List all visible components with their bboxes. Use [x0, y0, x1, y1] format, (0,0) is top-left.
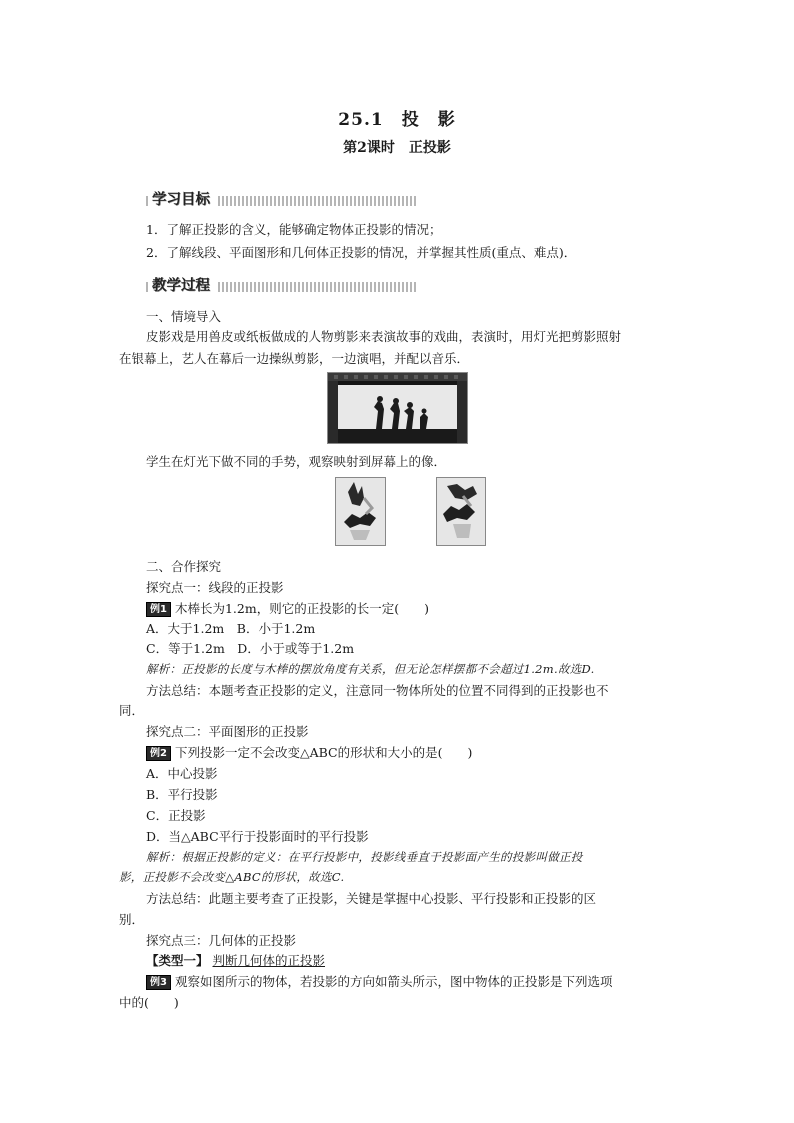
example-1-options-ab: A．大于1.2m B．小于1.2m: [146, 621, 316, 636]
objective-1: 1．了解正投影的含义，能够确定物体正投影的情况；: [146, 222, 442, 237]
example-2-text: 下列投影一定不会改变△ABC的形状和大小的是( ): [174, 745, 473, 760]
example-1-summary-line-1: 方法总结：本题考查正投影的定义，注意同一物体所处的位置不同得到的正投影也不: [146, 683, 609, 698]
intro-heading: 一、情境导入: [146, 309, 222, 324]
example-3-question-line-1: [146, 972, 612, 991]
example-1-analysis: 解析：正投影的长度与木棒的摆放角度有关系，但无论怎样摆都不会超过1.2m.故选D.: [146, 662, 595, 676]
section-label-objectives: 学习目标: [148, 188, 216, 209]
example-2-summary-line-2: 别．: [119, 912, 145, 927]
example-1-options-cd: C．等于1.2m D．小于或等于1.2m: [146, 641, 355, 656]
example-1-question: [146, 599, 429, 618]
hand-shadow-photo-2: [436, 477, 486, 546]
section-header-objectives: [146, 190, 418, 208]
example-1-badge: 例1: [146, 602, 171, 617]
example-2-analysis-line-2: 影，正投影不会改变△ABC的形状，故选C.: [119, 870, 345, 884]
explore-point-2: 探究点二：平面图形的正投影: [146, 724, 309, 739]
example-2-option-d: D．当△ABC平行于投影面时的平行投影: [146, 829, 369, 844]
example-2-option-a: A．中心投影: [146, 766, 218, 781]
example-2-option-b: B．平行投影: [146, 787, 218, 802]
example-2-badge: 例2: [146, 746, 171, 761]
section-label-process: 教学过程: [148, 274, 216, 295]
example-3-question-line-2: 中的( ): [119, 995, 179, 1010]
example-3-text: 观察如图所示的物体，若投影的方向如箭头所示，图中物体的正投影是下列选项: [174, 974, 613, 989]
hand-shadow-photo-1: [335, 477, 386, 546]
shadow-play-photo: [327, 372, 468, 444]
type-1-title: 判断几何体的正投影: [212, 953, 326, 968]
example-1-text: 木棒长为1.2m，则它的正投影的长一定( ): [174, 601, 429, 616]
explore-point-3: 探究点三：几何体的正投影: [146, 933, 297, 948]
objective-2: 2．了解线段、平面图形和几何体正投影的情况，并掌握其性质(重点、难点)．: [146, 245, 577, 260]
page-title: 25.1 投 影: [338, 110, 456, 130]
example-2-question: [146, 743, 472, 762]
intro-paragraph-line-1: 皮影戏是用兽皮或纸板做成的人物剪影来表演故事的戏曲，表演时，用灯光把剪影照射: [146, 329, 622, 344]
example-2-analysis-line-1: 解析：根据正投影的定义：在平行投影中，投影线垂直于投影面产生的投影叫做正投: [146, 850, 583, 864]
example-2-option-c: C．正投影: [146, 808, 206, 823]
explore-heading: 二、合作探究: [146, 559, 222, 574]
intro-paragraph-line-2: 在银幕上，艺人在幕后一边操纵剪影，一边演唱，并配以音乐．: [119, 351, 470, 366]
type-1-bracket: 【类型一】: [146, 953, 209, 968]
students-gesture-text: 学生在灯光下做不同的手势，观察映射到屏幕上的像．: [146, 454, 447, 469]
page-subtitle: 第2课时 正投影: [343, 140, 451, 156]
example-3-badge: 例3: [146, 975, 171, 990]
explore-point-1: 探究点一：线段的正投影: [146, 580, 284, 595]
section-header-process: [146, 276, 418, 294]
example-2-summary-line-1: 方法总结：此题主要考查了正投影，关键是掌握中心投影、平行投影和正投影的区: [146, 891, 597, 906]
type-1-heading: [146, 951, 325, 970]
example-1-summary-line-2: 同．: [119, 703, 145, 718]
